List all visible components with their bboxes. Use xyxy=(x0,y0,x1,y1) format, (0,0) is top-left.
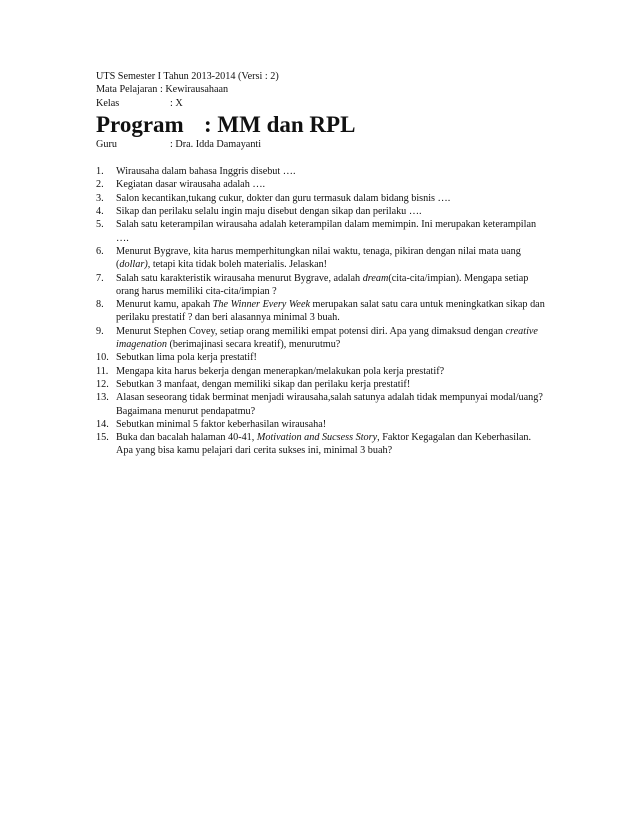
question-text-italic: dream xyxy=(362,272,389,284)
question-text-italic: The Winner Every Week xyxy=(212,299,310,311)
question-text xyxy=(116,245,546,272)
question-text xyxy=(116,351,546,364)
question-number: 15. xyxy=(96,432,109,444)
question-text xyxy=(116,391,546,418)
question-item xyxy=(96,418,546,431)
question-number: 13. xyxy=(96,392,109,404)
question-text-part: Mengapa kita harus bekerja dengan menerapkan/melakukan pola kerja prestatif? xyxy=(116,365,445,377)
question-number: 14. xyxy=(96,418,109,430)
question-number: 11. xyxy=(96,365,109,377)
question-item xyxy=(96,325,546,352)
question-item xyxy=(96,391,546,418)
question-text xyxy=(116,165,546,178)
program-heading xyxy=(96,112,546,137)
question-text-part: Sebutkan minimal 5 faktor keberhasilan wirausaha! xyxy=(116,418,327,430)
question-text-part: Buka dan bacalah halaman 40-41, xyxy=(116,432,257,444)
question-text-part: (cita-cita/impian). Mengapa setiap orang harus memiliki cita-cita/impian ? xyxy=(116,272,529,297)
question-text-part: Menurut Bygrave, kita harus memperhitungkan nilai waktu, tenaga, pikiran dengan nilai mata uang ( xyxy=(116,245,521,271)
question-text-part: Alasan seseorang tidak berminat menjadi wirausaha,salah satunya adalah tidak mempunyai modal/uang? Bagaimana menurut pendapatmu? xyxy=(116,392,543,417)
question-text-part: Wirausaha dalam bahasa Inggris disebut …. xyxy=(116,166,296,178)
question-number: 8. xyxy=(96,299,104,311)
question-text-part: Menurut kamu, apakah xyxy=(116,299,213,311)
question-text xyxy=(116,272,546,299)
question-item xyxy=(96,165,546,178)
subject-separator: : xyxy=(159,84,166,96)
class-value: : X xyxy=(170,97,183,109)
teacher-line xyxy=(96,138,546,151)
question-item xyxy=(96,178,546,191)
question-text-part: Kegiatan dasar wirausaha adalah …. xyxy=(116,179,266,191)
class-line xyxy=(96,97,546,110)
question-number: 10. xyxy=(96,352,109,364)
subject-label: Mata Pelajaran xyxy=(96,84,158,96)
question-number: 1. xyxy=(96,166,104,178)
question-item xyxy=(96,192,546,205)
question-item xyxy=(96,298,546,325)
class-label: Kelas xyxy=(96,97,120,109)
question-text xyxy=(116,325,546,352)
question-text xyxy=(116,431,546,458)
question-text-italic: creative imagenation xyxy=(116,325,538,351)
question-text-part: Sebutkan lima pola kerja prestatif! xyxy=(116,352,257,364)
question-text-part: Salon kecantikan,tukang cukur, dokter dan guru termasuk dalam bidang bisnis …. xyxy=(116,192,451,204)
subject-line xyxy=(96,83,546,96)
question-number: 2. xyxy=(96,179,104,191)
question-text xyxy=(116,218,546,245)
question-item xyxy=(96,218,546,245)
question-text-part: (berimajinasi secara kreatif), menurutmu? xyxy=(166,339,341,351)
question-text xyxy=(116,192,546,205)
question-item xyxy=(96,365,546,378)
question-number: 3. xyxy=(96,192,104,204)
question-text xyxy=(116,205,546,218)
question-item xyxy=(96,245,546,272)
question-text-part: , Faktor Kegagalan dan Keberhasilan. Apa yang bisa kamu pelajari dari cerita sukses ini, minimal 3 buah? xyxy=(116,432,532,457)
question-text xyxy=(116,418,546,431)
question-text-part: Menurut Stephen Covey, setiap orang memiliki empat potensi diri. Apa yang dimaksud dengan xyxy=(116,325,506,337)
question-text xyxy=(116,378,546,391)
question-text-part: Sebutkan 3 manfaat, dengan memiliki sikap dan perilaku kerja prestatif! xyxy=(116,378,411,390)
question-text xyxy=(116,365,546,378)
question-number: 5. xyxy=(96,219,104,231)
question-item xyxy=(96,351,546,364)
question-number: 7. xyxy=(96,272,104,284)
question-text-part: Salah satu karakteristik wirausaha menurut Bygrave, adalah xyxy=(116,272,363,284)
question-number: 6. xyxy=(96,245,104,257)
question-text xyxy=(116,178,546,191)
exam-page xyxy=(96,70,546,458)
question-number: 4. xyxy=(96,206,104,218)
question-item xyxy=(96,431,546,458)
program-label: Program xyxy=(96,111,184,137)
question-text-part: merupakan salat satu cara untuk meningkatkan sikap dan perilaku prestatif ? dan beri alasannya minimal 3 buah. xyxy=(116,299,545,324)
program-value: : MM dan RPL xyxy=(204,111,356,137)
teacher-label: Guru xyxy=(96,138,117,150)
question-text xyxy=(116,298,546,325)
teacher-value: : Dra. Idda Damayanti xyxy=(170,138,262,150)
question-item xyxy=(96,272,546,299)
question-number: 9. xyxy=(96,325,104,337)
question-text-part: Salah satu keterampilan wirausaha adalah keterampilan dalam memimpin. Ini merupakan keterampilan …. xyxy=(116,219,537,244)
subject-value: Kewirausahaan xyxy=(165,84,229,96)
question-text-italic: Motivation and Sucsess Story xyxy=(256,432,378,444)
question-number: 12. xyxy=(96,378,109,390)
question-item xyxy=(96,205,546,218)
exam-title-line: UTS Semester I Tahun 2013-2014 (Versi : 2) xyxy=(96,71,279,82)
question-item xyxy=(96,378,546,391)
question-text-italic: dollar) xyxy=(119,259,148,271)
question-list xyxy=(96,165,546,458)
question-text-part: , tetapi kita tidak boleh materialis. Jelaskan! xyxy=(147,259,328,271)
question-text-part: Sikap dan perilaku selalu ingin maju disebut dengan sikap dan perilaku …. xyxy=(116,206,422,218)
